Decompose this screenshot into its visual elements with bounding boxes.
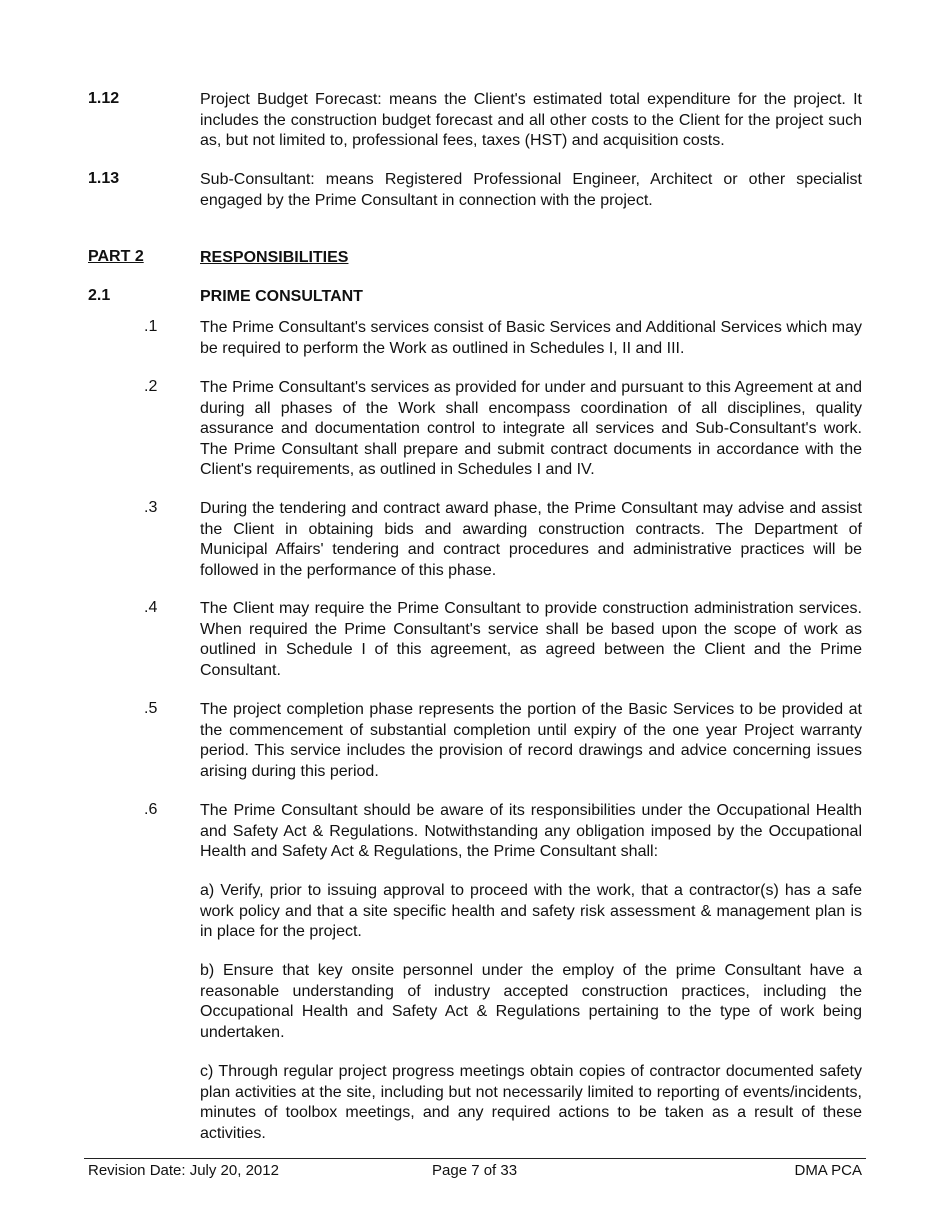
list-item xyxy=(88,801,862,865)
item-text: The Prime Consultant should be aware of its responsibilities under the Occupational Health and Safety Act & Regulations. Notwithstanding any obligation imposed by the Occupational Health and Safety Act & Regulations, the Prime Consultant shall: xyxy=(200,802,862,860)
sub-item-a: a) Verify, prior to issuing approval to proceed with the work, that a contractor(s) has a safe work policy and that a site specific health and safety risk assessment & management plan is in place for the project. xyxy=(200,882,862,940)
item-number: .1 xyxy=(144,318,158,335)
item-text: The Prime Consultant's services consist of Basic Services and Additional Services which may be required to perform the Work as outlined in Schedules I, II and III. xyxy=(200,319,862,357)
part-title: RESPONSIBILITIES xyxy=(200,249,349,266)
definition-1-13 xyxy=(88,170,862,212)
footer-doc-id: DMA PCA xyxy=(794,1162,862,1179)
item-text: The project completion phase represents the portion of the Basic Services to be provided at the commencement of substantial completion until expiry of the one year Project warranty period. This service includes the provision of record drawings and advice concerning issues arising during this period. xyxy=(200,701,862,780)
part-label: PART 2 xyxy=(88,248,144,265)
footer-divider xyxy=(84,1158,866,1159)
sub-item-b: b) Ensure that key onsite personnel under the employ of the prime Consultant have a reasonable understanding of industry accepted construction practices, including the Occupational Health and Safety Act & Regulations pertaining to the type of work being undertaken. xyxy=(200,962,862,1041)
section-title: PRIME CONSULTANT xyxy=(200,288,363,305)
item-number: .5 xyxy=(144,700,158,717)
list-item xyxy=(88,599,862,683)
list-item xyxy=(88,378,862,482)
item-number: .2 xyxy=(144,378,158,395)
part-heading xyxy=(88,248,862,270)
item-number: .3 xyxy=(144,499,158,516)
clause-text: Project Budget Forecast: means the Client's estimated total expenditure for the project. It includes the construction budget forecast and all other costs to the Client for the project such as, but not limited to, professional fees, taxes (HST) and acquisition costs. xyxy=(200,91,862,149)
item-text: During the tendering and contract award phase, the Prime Consultant may advise and assist the Client in obtaining bids and awarding construction contracts. The Department of Municipal Affairs' tendering and contract procedures and administrative practices will be followed in the performance of this phase. xyxy=(200,500,862,579)
sub-item-c: c) Through regular project progress meetings obtain copies of contractor documented safety plan activities at the site, including but not necessarily limited to reporting of events/incidents, minutes of toolbox meetings, and any required actions to be taken as a result of these activities. xyxy=(200,1063,862,1142)
list-item xyxy=(88,318,862,360)
item-text: The Client may require the Prime Consultant to provide construction administration services. When required the Prime Consultant's service shall be based upon the scope of work as outlined in Schedule I of this agreement, as agreed between the Client and the Prime Consultant. xyxy=(200,600,862,679)
list-item xyxy=(88,499,862,583)
footer-revision-date: Revision Date: July 20, 2012 xyxy=(88,1162,279,1179)
footer-page-number: Page 7 of 33 xyxy=(432,1162,518,1179)
definition-1-12 xyxy=(88,90,862,152)
item-text: The Prime Consultant's services as provided for under and pursuant to this Agreement at and during all phases of the Work shall encompass coordination of all disciplines, quality assurance and documentation control to integrate all services and Sub-Consultant's work. The Prime Consultant shall prepare and submit contract documents in accordance with the Client's requirements, as outlined in Schedules I and IV. xyxy=(200,379,862,478)
clause-text: Sub-Consultant: means Registered Professional Engineer, Architect or other specialist engaged by the Prime Consultant in connection with the project. xyxy=(200,171,862,209)
section-number: 2.1 xyxy=(88,287,111,304)
item-number: .6 xyxy=(144,801,158,818)
clause-number: 1.12 xyxy=(88,90,120,107)
item-number: .4 xyxy=(144,599,158,616)
section-heading xyxy=(88,287,862,309)
list-item xyxy=(88,700,862,784)
clause-number: 1.13 xyxy=(88,170,120,187)
